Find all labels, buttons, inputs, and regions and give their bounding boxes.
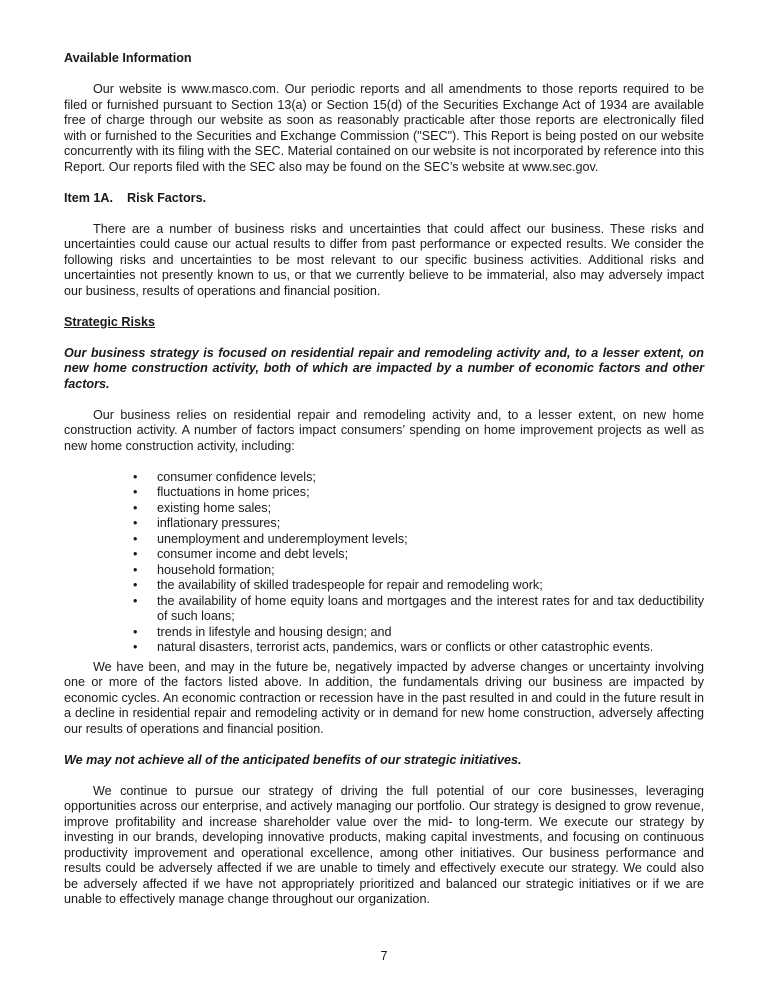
list-item-text: consumer income and debt levels; <box>157 547 349 561</box>
bullet-icon: • <box>133 593 138 608</box>
available-information-heading: Available Information <box>64 51 192 65</box>
list-item <box>64 470 704 486</box>
list-item <box>64 640 704 656</box>
risk-1-title: Our business strategy is focused on residential repair and remodeling activity and, to a lesser extent, on new home construction activity, both of which are impacted by a number of economic factors and other factors. <box>64 345 704 391</box>
risk-factors-intro-paragraph: There are a number of business risks and uncertainties that could affect our business. These risks and uncertainties could cause our actual results to differ from past performance or expected results. We consider the following risks and uncertainties to be most relevant to our specific business activities. Additional risks and uncertainties not presently known to us, or that we currently believe to be immaterial, also may adversely impact our business, results of operations and financial position. <box>64 221 704 298</box>
bullet-icon: • <box>133 578 138 592</box>
list-item-text: fluctuations in home prices; <box>157 485 310 499</box>
bullet-icon: • <box>133 516 138 530</box>
bullet-icon: • <box>133 531 138 546</box>
list-item-text: the availability of skilled tradespeople for repair and remodeling work; <box>157 578 543 592</box>
list-item-text: the availability of home equity loans and mortgages and the interest rates for and tax deductibility of such loans; <box>157 593 704 623</box>
bullet-icon: • <box>133 562 138 577</box>
list-item <box>64 594 704 625</box>
list-item <box>64 501 704 517</box>
bullet-icon: • <box>133 547 138 561</box>
list-item-text: consumer confidence levels; <box>157 469 316 484</box>
list-item-text: unemployment and underemployment levels; <box>157 531 408 546</box>
bullet-icon: • <box>133 640 138 654</box>
bullet-icon: • <box>133 485 138 499</box>
page-number: 7 <box>380 949 388 963</box>
risk-1-conclusion-paragraph: We have been, and may in the future be, negatively impacted by adverse changes or uncertainty involving one or more of the factors listed above. In addition, the fundamentals driving our business are impacted by economic cycles. An economic contraction or recession have in the past resulted in and could in the future result in a decline in residential repair and remodeling activity or in demand for new home construction, adversely affecting our results of operations and financial position. <box>64 659 704 736</box>
list-item-text: existing home sales; <box>157 500 272 515</box>
list-item-text: household formation; <box>157 562 275 577</box>
list-item <box>64 532 704 548</box>
list-item <box>64 485 704 501</box>
list-item-text: natural disasters, terrorist acts, pandemics, wars or conflicts or other catastrophic events. <box>157 640 654 654</box>
list-item-text: trends in lifestyle and housing design; and <box>157 624 392 639</box>
bullet-icon: • <box>133 624 138 639</box>
list-item <box>64 547 704 563</box>
risk-2-paragraph: We continue to pursue our strategy of driving the full potential of our core businesses, leveraging opportunities across our enterprise, and actively managing our portfolio. Our strategy is designed to grow revenue, improve profitability and increase shareholder value over the mid- to long-term. We execute our strategy by investing in our brands, developing innovative products, making capital investments, and focusing on continuous productivity improvement and operational excellence, among other initiatives. Our business performance and results could be adversely affected if we are unable to timely and effectively execute our strategy. We could also be adversely affected if we have not appropriately prioritized and balanced our strategic initiatives or if we are unable to effectively manage change throughout our organization. <box>64 783 704 906</box>
risk-1-intro-paragraph: Our business relies on residential repair and remodeling activity and, to a lesser extent, on new home construction activity. A number of factors impact consumers’ spending on home improvement projects as well as new home construction activity, including: <box>64 407 704 453</box>
list-item <box>64 578 704 594</box>
strategic-risks-heading: Strategic Risks <box>64 314 155 329</box>
bullet-icon: • <box>133 469 138 484</box>
list-item <box>64 516 704 532</box>
list-item <box>64 625 704 641</box>
document-page <box>64 51 704 908</box>
economic-factors-list <box>64 470 704 656</box>
list-item-text: inflationary pressures; <box>157 516 281 530</box>
bullet-icon: • <box>133 500 138 515</box>
risk-2-title: We may not achieve all of the anticipated benefits of our strategic initiatives. <box>64 752 522 767</box>
item-1a-heading: Item 1A. Risk Factors. <box>64 190 207 205</box>
list-item <box>64 563 704 579</box>
available-information-paragraph: Our website is www.masco.com. Our periodic reports and all amendments to those reports required to be filed or furnished pursuant to Section 13(a) or Section 15(d) of the Securities Exchange Act of 1934 are available free of charge through our website as soon as reasonably practicable after those reports are electronically filed with or furnished to the Securities and Exchange Commission ("SEC"). This Report is being posted on our website concurrently with its filing with the SEC. Material contained on our website is not incorporated by reference into this Report. Our reports filed with the SEC also may be found on the SEC’s website at www.sec.gov. <box>64 82 704 174</box>
